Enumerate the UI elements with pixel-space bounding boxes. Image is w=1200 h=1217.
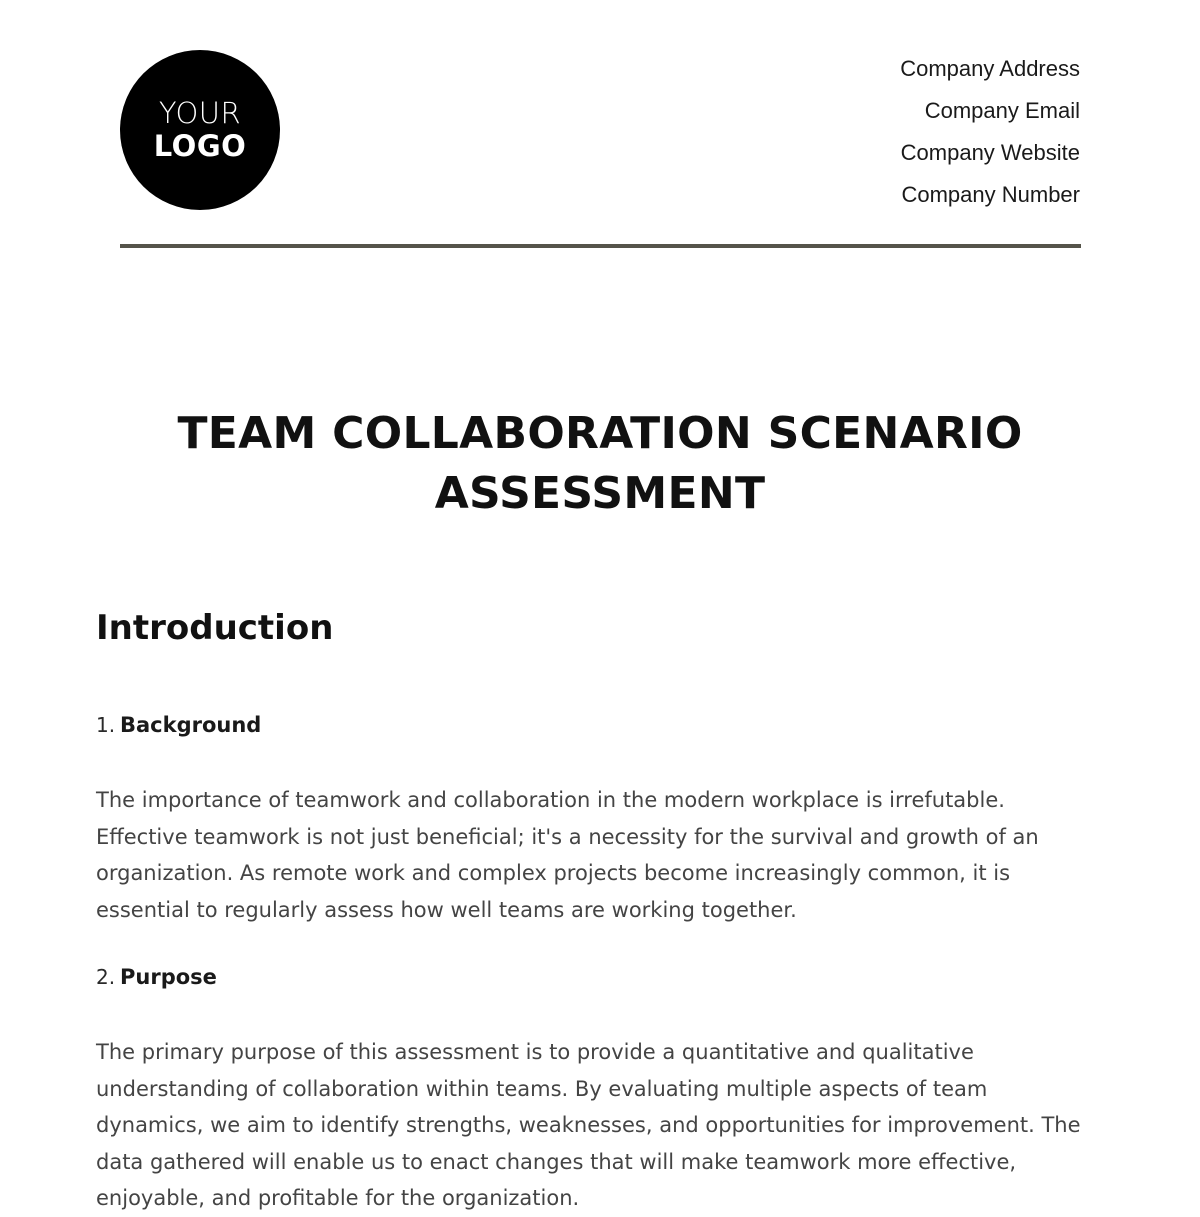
company-website: Company Website xyxy=(900,140,1080,165)
company-logo xyxy=(120,50,280,210)
company-address: Company Address xyxy=(900,56,1080,81)
company-contact-block xyxy=(900,54,1080,222)
header-divider xyxy=(120,244,1081,248)
subsection-heading-background xyxy=(96,713,261,737)
subsection-heading-purpose xyxy=(96,965,217,989)
company-number: Company Number xyxy=(901,182,1080,207)
purpose-paragraph: The primary purpose of this assessment is to provide a quantitative and qualitative understanding of collaboration within teams. By evaluating multiple aspects of team dynamics, we aim to identify strengths, weaknesses, and opportunities for improvement. The data gathered will enable us to enact changes that will make teamwork more effective, enjoyable, and profitable for the organization. xyxy=(96,1040,1081,1210)
subsection-label: Purpose xyxy=(120,965,217,989)
company-email: Company Email xyxy=(924,98,1080,123)
document-title xyxy=(100,404,1100,524)
document-title-line-1: TEAM COLLABORATION SCENARIO xyxy=(177,408,1023,459)
subsection-number: 1. xyxy=(96,713,116,737)
document-title-line-2: ASSESSMENT xyxy=(434,468,766,519)
background-paragraph: The importance of teamwork and collaboration in the modern workplace is irrefutable. Effective teamwork is not just beneficial; it's a necessity for the survival and growth of an organization. As remote work and complex projects become increasingly common, it is essential to regularly assess how well teams are working together. xyxy=(96,788,1039,922)
subsection-number: 2. xyxy=(96,965,116,989)
logo-text-logo: LOGO xyxy=(153,129,247,163)
subsection-label: Background xyxy=(120,713,262,737)
section-heading-introduction: Introduction xyxy=(96,608,334,648)
logo-text-your: YOUR xyxy=(158,96,242,130)
